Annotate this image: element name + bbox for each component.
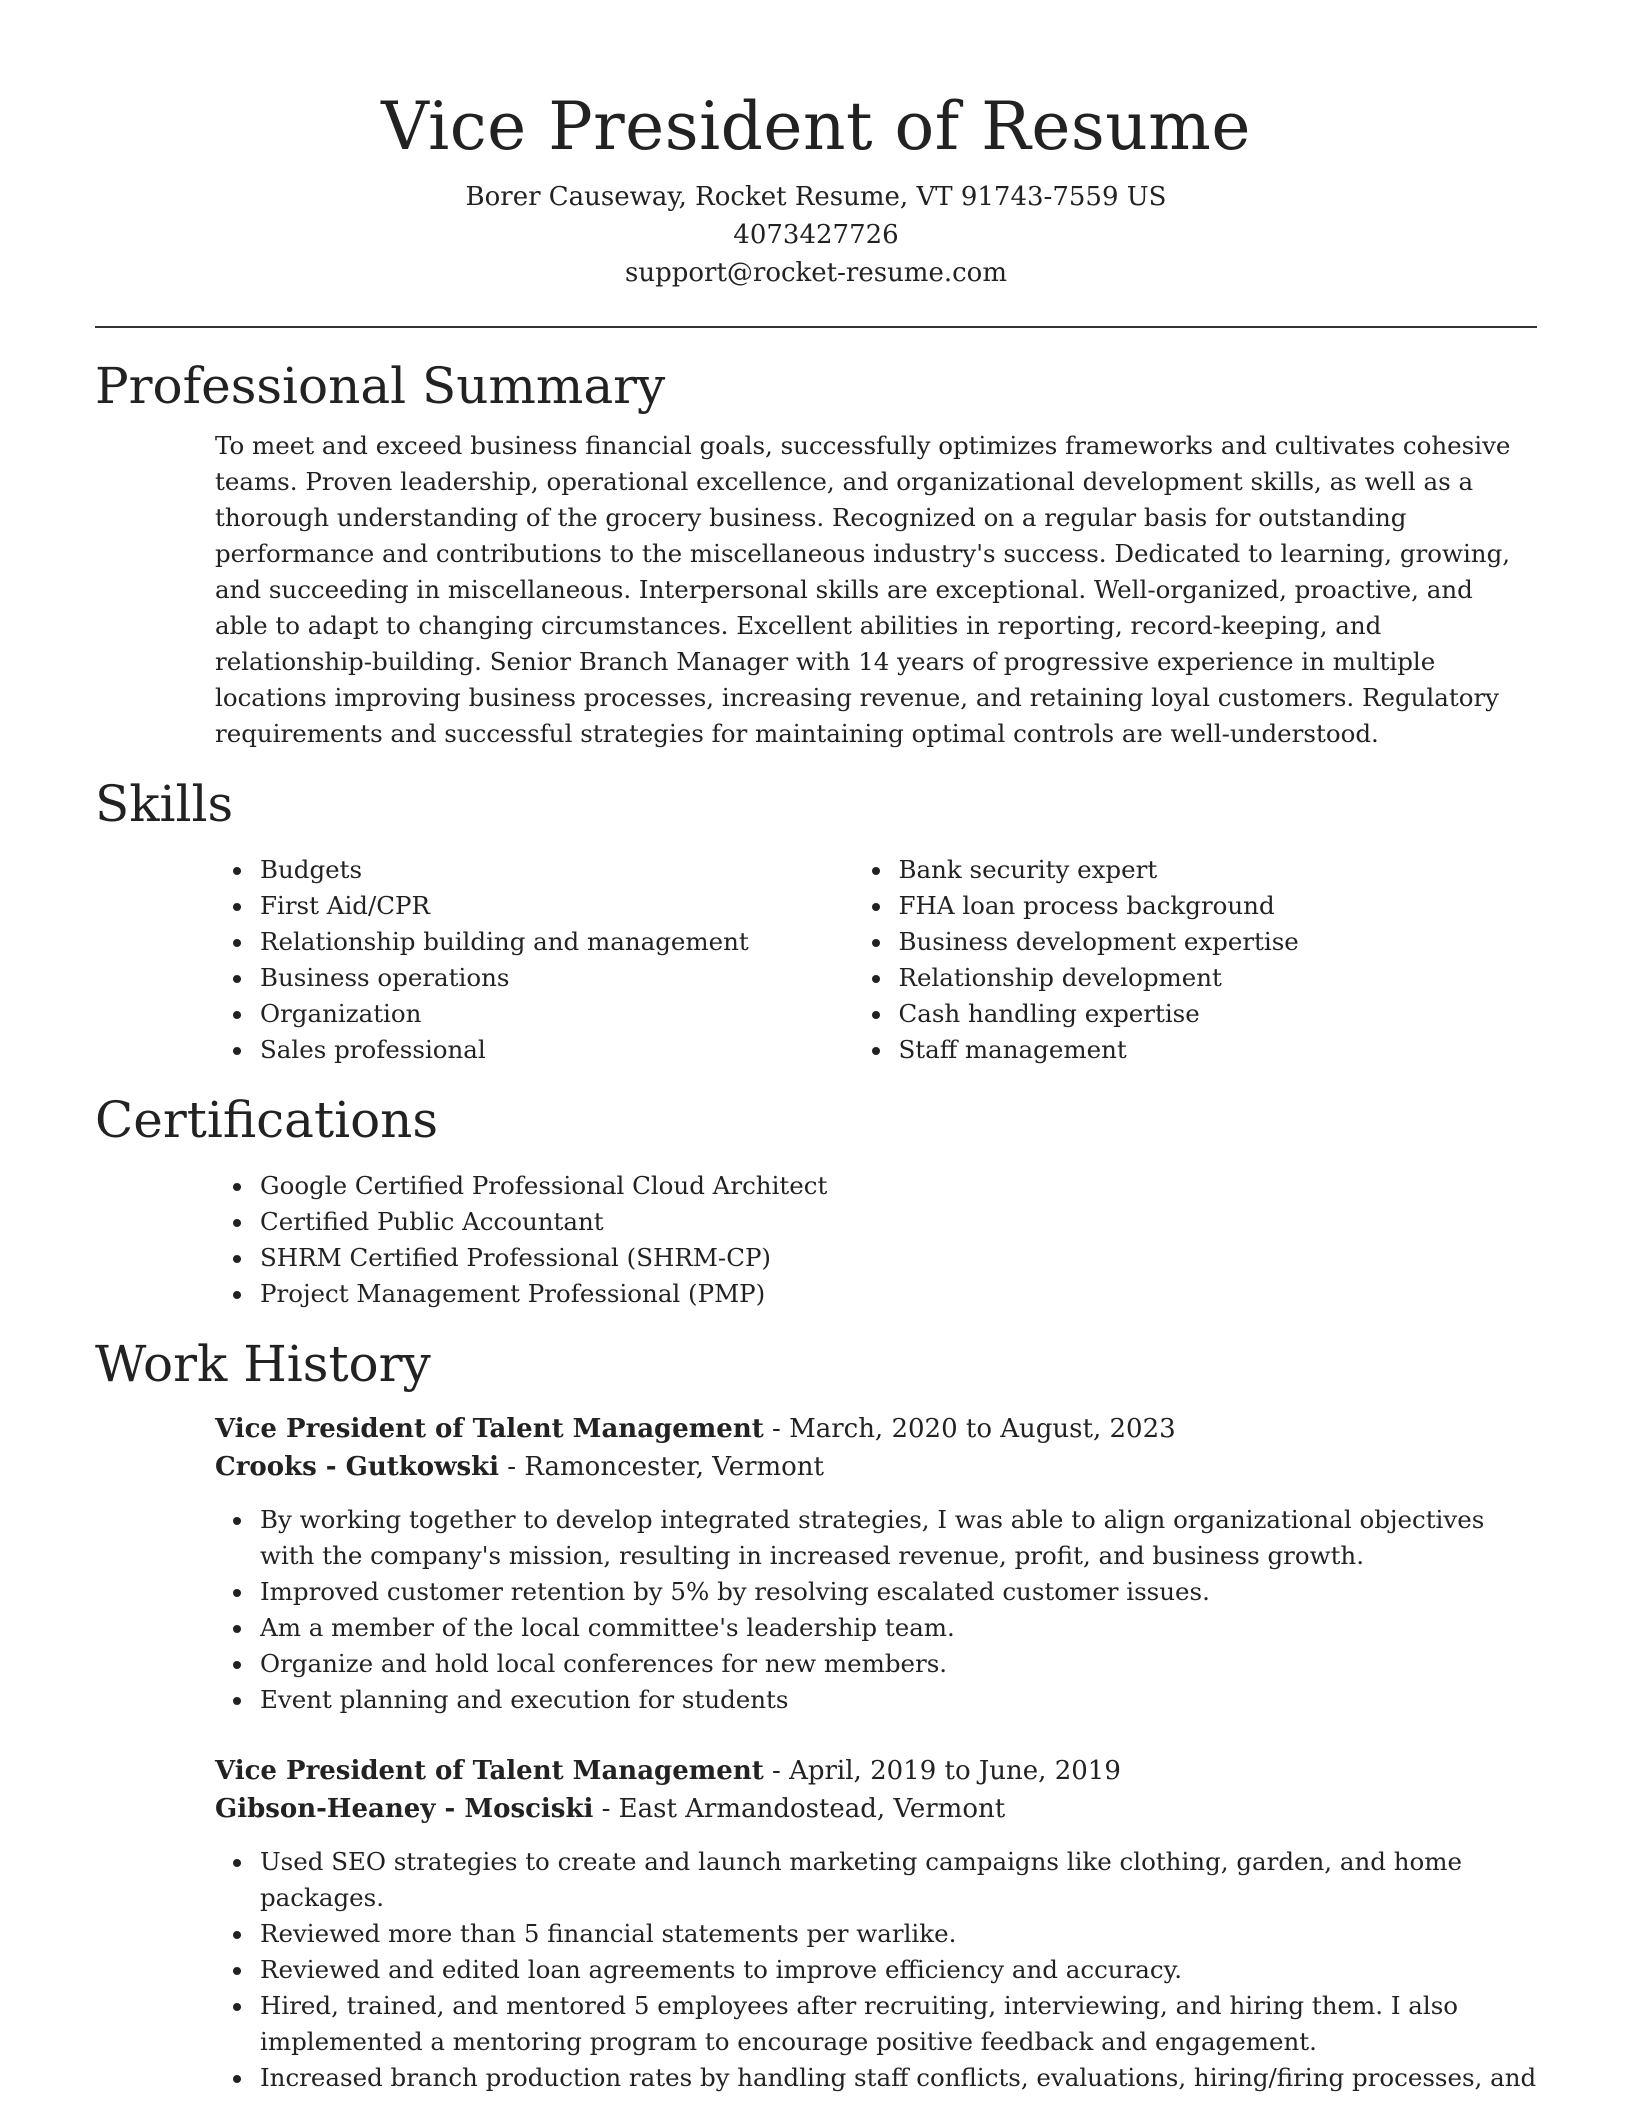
job-separator: - (772, 1756, 790, 1786)
job-bullet: Increased branch production rates by handling staff conflicts, evaluations, hiring/firing processes, and (260, 2060, 1538, 2096)
job-dates: April, 2019 to June, 2019 (789, 1756, 1121, 1786)
certifications-section (95, 1088, 1537, 1312)
job-bullets (260, 1844, 1538, 2096)
skill-item: Bank security expert (899, 852, 1538, 888)
job-bullet: Reviewed and edited loan agreements to improve efficiency and accuracy. (260, 1952, 1538, 1988)
job-bullets (260, 1502, 1538, 1718)
job-bullet: Am a member of the local committee's leadership team. (260, 1610, 1538, 1646)
summary-text: To meet and exceed business financial goals, successfully optimizes frameworks and cultivates cohesive teams. Proven leadership, operational excellence, and organizational development skills, as well as a thorough understanding of the grocery business. Recognized on a regular basis for outstanding performance and contributions to the miscellaneous industry's success. Dedicated to learning, growing, and succeeding in miscellaneous. Interpersonal skills are exceptional. Well-organized, proactive, and able to adapt to changing circumstances. Excellent abilities in reporting, record-keeping, and relationship-building. Senior Branch Manager with 14 years of progressive experience in multiple locations improving business processes, increasing revenue, and retaining loyal customers. Regulatory requirements and successful strategies for maintaining optimal controls are well-understood. (215, 431, 1511, 748)
work-history-title: Work History (95, 1335, 431, 1393)
job-separator: - (772, 1414, 790, 1444)
contact-phone: 4073427726 (733, 220, 899, 250)
skill-item: Cash handling expertise (899, 996, 1538, 1032)
skills-list-right (899, 852, 1538, 1068)
job-entry (215, 1410, 1537, 1718)
job-title-line (215, 1752, 1537, 1790)
job-role: Vice President of Talent Management (215, 1414, 764, 1444)
skill-item: Relationship development (899, 960, 1538, 996)
candidate-name: Vice President of Resume (381, 88, 1251, 165)
job-location: Ramoncester, Vermont (524, 1452, 825, 1482)
work-history-section (95, 1332, 1537, 2096)
skills-list-left (260, 852, 899, 1068)
job-company-line (215, 1790, 1537, 1828)
job-bullet: Event planning and execution for students (260, 1682, 1538, 1718)
job-bullet: Improved customer retention by 5% by resolving escalated customer issues. (260, 1574, 1538, 1610)
summary-section (95, 354, 1537, 752)
job-bullet: By working together to develop integrated strategies, I was able to align organizational objectives with the company's mission, resulting in increased revenue, profit, and business growth. (260, 1502, 1538, 1574)
summary-title: Professional Summary (95, 357, 666, 415)
job-title-line (215, 1410, 1537, 1448)
job-separator: - (507, 1452, 525, 1482)
job-company-line (215, 1448, 1537, 1486)
job-company: Gibson-Heaney - Mosciski (215, 1794, 594, 1824)
skill-item: Sales professional (260, 1032, 899, 1068)
job-dates: March, 2020 to August, 2023 (789, 1414, 1176, 1444)
skill-item: FHA loan process background (899, 888, 1538, 924)
job-bullet: Reviewed more than 5 financial statements per warlike. (260, 1916, 1538, 1952)
job-entry (215, 1752, 1537, 2096)
certification-item: Certified Public Accountant (260, 1204, 1537, 1240)
skill-item: Business development expertise (899, 924, 1538, 960)
skill-item: Budgets (260, 852, 899, 888)
skill-item: First Aid/CPR (260, 888, 899, 924)
certification-item: Project Management Professional (PMP) (260, 1276, 1537, 1312)
skill-item: Business operations (260, 960, 899, 996)
job-bullet: Organize and hold local conferences for new members. (260, 1646, 1538, 1682)
contact-email: support@rocket-resume.com (624, 258, 1007, 288)
skill-item: Relationship building and management (260, 924, 899, 960)
job-role: Vice President of Talent Management (215, 1756, 764, 1786)
header-divider (95, 326, 1537, 328)
job-location: East Armandostead, Vermont (618, 1794, 1006, 1824)
job-company: Crooks - Gutkowski (215, 1452, 500, 1482)
job-bullet: Used SEO strategies to create and launch marketing campaigns like clothing, garden, and home packages. (260, 1844, 1538, 1916)
contact-address: Borer Causeway, Rocket Resume, VT 91743-7559 US (465, 182, 1167, 212)
skill-item: Staff management (899, 1032, 1538, 1068)
certification-item: SHRM Certified Professional (SHRM-CP) (260, 1240, 1537, 1276)
contact-block (95, 178, 1537, 292)
skills-section (95, 772, 1537, 1068)
skills-grid (260, 852, 1537, 1068)
job-bullet: Hired, trained, and mentored 5 employees after recruiting, interviewing, and hiring them. I also implemented a mentoring program to encourage positive feedback and engagement. (260, 1988, 1538, 2060)
skills-title: Skills (95, 775, 234, 833)
certifications-list (260, 1168, 1537, 1312)
skill-item: Organization (260, 996, 899, 1032)
certifications-title: Certifications (95, 1091, 439, 1149)
job-separator: - (601, 1794, 619, 1824)
certification-item: Google Certified Professional Cloud Architect (260, 1168, 1537, 1204)
resume-page (95, 0, 1537, 2096)
resume-header (95, 0, 1537, 292)
